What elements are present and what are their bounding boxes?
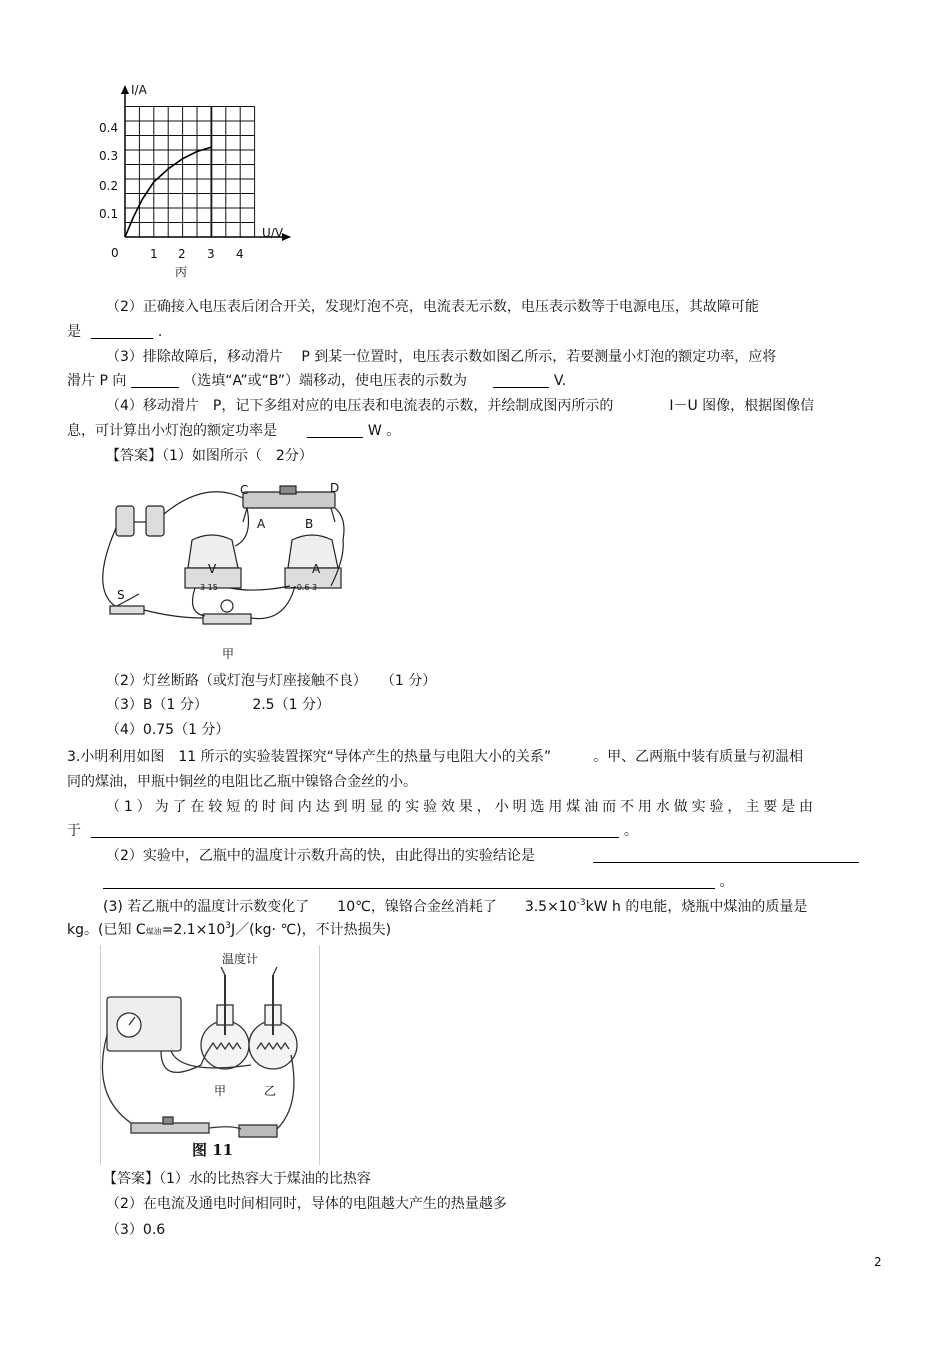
q2-part3-c: V. [553,373,567,389]
q3-part3-c: kg。(已知 C [67,922,146,938]
q3-part3-subscript: 煤油 [145,927,162,936]
q3-part3-d: =2.1×10 [161,922,226,938]
iu-graph-caption: 丙 [175,265,188,279]
answer2-part3-b: 2.5（1 分） [252,697,330,713]
answer2-part3-a: （3）B（1 分） [106,697,208,713]
iu-graph-y-label: I/A [131,83,147,97]
q2-fault-answer-blank[interactable] [91,324,153,339]
fig11-caption: 图 11 [192,1141,234,1159]
q3-part1-line1: （1）为了在较短的时间内达到明显的实验效果，小明选用煤油而不用水做实验，主要是由 [106,799,817,815]
fig11-switch [239,1125,277,1137]
rheostat-terminal-c: C [240,483,249,497]
iu-graph-y-tick-01: 0.1 [99,207,119,221]
q3-part3-exponent: -3 [576,898,586,908]
rheostat-terminal-d: D [330,481,340,495]
figure-11-drawing [101,945,319,1165]
q3-stem-line1: 3.小明利用如图 11 所示的实验装置探究“导体产生的热量与电阻大小的关系” 。甲、乙两瓶中装有质量与初温相 [67,749,804,765]
iu-graph [95,82,300,282]
q2-part2-prefix: 是 [67,324,81,340]
q3-part3-a: (3) 若乙瓶中的温度计示数变化了 10℃，镍铬合金丝消耗了 3.5×10 [103,899,577,915]
circuit-caption: 甲 [222,647,235,661]
q3-part3-line2 [67,920,391,942]
q2-part4-b: W 。 [367,423,401,439]
page-number: 2 [874,1255,882,1269]
iu-graph-y-tick-02: 0.2 [99,179,119,193]
q2-voltage-blank[interactable] [493,373,549,388]
answer2-part4: （4）0.75（1 分） [106,722,230,738]
q3-part2-suffix: 。 [719,874,734,890]
switch [110,606,144,614]
q2-power-blank[interactable] [307,423,363,438]
x-axis-arrow [282,233,291,241]
switch-label: S [117,588,125,602]
voltmeter-label: V [208,562,217,576]
q2-part2-line1: （2）正确接入电压表后闭合开关，发现灯泡不亮，电流表无示数，电压表示数等于电源电压，其故障可能 [106,299,759,315]
fig11-thermometer-label: 温度计 [222,952,259,966]
voltmeter-scale-label: 3 15 [200,583,218,592]
rheostat-terminal-b: B [305,517,314,531]
fig11-flask-jia-label: 甲 [214,1084,227,1098]
battery-1 [116,506,134,536]
q2-part3-line2 [67,371,566,391]
q3-part2-text: （2）实验中，乙瓶中的温度计示数升高的快，由此得出的实验结论是 [106,848,535,864]
iu-graph-origin: 0 [111,246,119,260]
q3-part1-prefix: 于 [67,823,81,839]
q3-conclusion-blank-2[interactable] [103,874,715,889]
figure-11 [100,945,320,1165]
q2-part3-line1: （3）排除故障后，移动滑片 P 到某一位置时，电压表示数如图乙所示，若要测量小灯泡的额定功率，应将 [106,349,777,365]
lamp-base [203,614,251,624]
circuit-diagram [95,478,355,633]
q2-part3-a: 滑片 P 向 [67,373,127,389]
q3-part3-b: kW h 的电能，烧瓶中煤油的质量是 [585,899,808,915]
answer3-part3: （3）0.6 [106,1222,166,1238]
answer2-part2: （2）灯丝断路（或灯泡与灯座接触不良） （1 分） [106,673,437,689]
y-axis-arrow [121,85,129,94]
q3-part2-line1 [106,846,859,866]
q2-direction-blank[interactable] [131,373,179,388]
circuit-drawing [95,478,355,633]
rheostat-terminal-a: A [257,517,266,531]
iu-graph-x-tick-4: 4 [236,247,244,261]
iu-graph-x-tick-1: 1 [150,247,158,261]
iu-graph-svg [95,82,300,282]
iu-graph-y-tick-04: 0.4 [99,121,119,135]
fig11-flask-yi-label: 乙 [264,1084,277,1098]
answer3-part2: （2）在电流及通电时间相同时，导体的电阻越大产生的热量越多 [106,1196,507,1212]
iu-graph-y-tick-03: 0.3 [99,149,119,163]
q3-part3-line1 [103,897,807,917]
q3-reason-blank[interactable] [91,823,619,838]
q2-part2-line2 [67,322,162,342]
q2-part4-a: 息，可计算出小灯泡的额定功率是 [67,423,277,439]
q3-conclusion-blank-1[interactable] [593,848,859,863]
iu-graph-x-label: U/V [262,226,284,240]
iu-graph-x-tick-3: 3 [207,247,215,261]
iu-graph-x-tick-2: 2 [178,247,186,261]
q3-part1-suffix: 。 [623,823,638,839]
q3-part3-e: J／(kg· ℃)，不计热损失) [230,922,392,938]
ammeter-scale-label: −0.6 3 [290,583,318,592]
q3-stem-line2: 同的煤油，甲瓶中铜丝的电阻比乙瓶中镍铬合金丝的小。 [67,774,417,790]
ammeter-label: A [312,562,321,576]
q3-part3-exponent2: 3 [225,921,231,931]
battery-2 [146,506,164,536]
answer2-part3 [106,695,330,715]
q2-part2-suffix: . [157,324,163,340]
q2-part3-b: （选填“A”或“B”）端移动，使电压表的示数为 [183,373,467,389]
q3-part2-line2 [103,872,733,892]
answer3-part1: 【答案】（1）水的比热容大于煤油的比热容 [103,1171,371,1187]
q2-part4-line2 [67,421,400,441]
q2-part4-line1: （4）移动滑片 P，记下多组对应的电压表和电流表的示数，并绘制成图丙所示的 I－U 图像，根据图像信 [106,398,815,414]
q3-part1-line2 [67,821,638,841]
answer2-heading: 【答案】（1）如图所示（ 2分） [106,448,313,464]
